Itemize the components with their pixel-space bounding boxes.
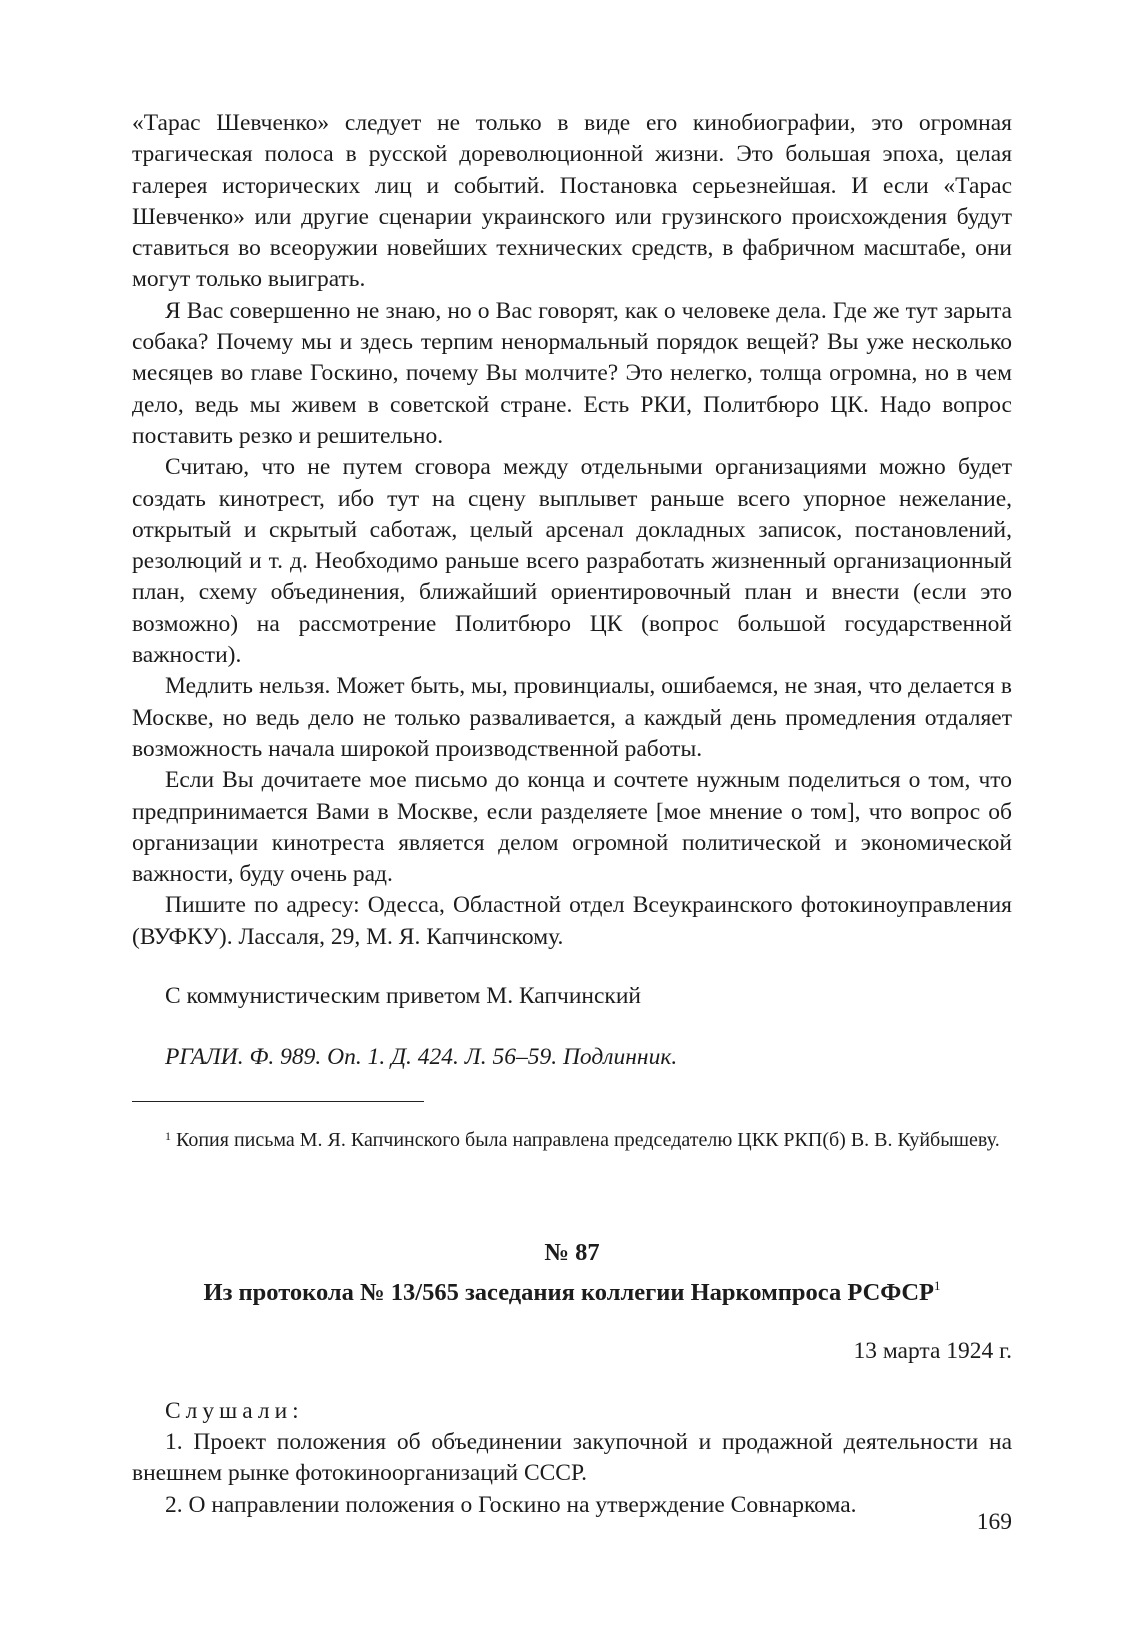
agenda-item: 2. О направлении положения о Госкино на утверждение Совнаркома. [165, 1491, 857, 1518]
document-title [132, 1269, 1012, 1309]
document-date: 13 марта 1924 г. [853, 1338, 1012, 1365]
page-number: 169 [976, 1509, 1012, 1535]
document-number: № 87 [544, 1239, 600, 1267]
footnote-mark: 1 [165, 1129, 171, 1144]
footnote [132, 1121, 1012, 1156]
letter-paragraph: Пишите по адресу: Одесса, Областной отдел Всеукраинского фотокиноуправления (ВУФКУ). Лассаля, 29, М. Я. Капчинскому. [132, 892, 1012, 950]
heard-label: Слушали: [165, 1398, 304, 1425]
footnote-divider [132, 1101, 424, 1102]
document-title-text: Из протокола № 13/565 заседания коллегии Наркомпроса РСФСР [203, 1279, 934, 1307]
letter-signature: С коммунистическим приветом М. Капчинский [165, 983, 641, 1010]
letter-paragraph: Я Вас совершенно не знаю, но о Вас говорят, как о человеке дела. Где же тут зарыта собака? Почему мы и здесь терпим ненормальный порядок вещей? Вы уже несколько месяцев во главе Госкино, почему Вы молчите? Это нелегко, толща огромна, но в чем дело, ведь мы живем в советской стране. Есть РКИ, Политбюро ЦК. Надо вопрос поставить резко и решительно. [132, 297, 1012, 449]
letter-paragraph: «Тарас Шевченко» следует не только в виде его кинобиографии, это огромная трагическая полоса в русской дореволюционной жизни. Это большая эпоха, целая галерея исторических лиц и событий. Постановка серьезнейшая. И если «Тарас Шевченко» или другие сценарии украинского или грузинского происхождения будут ставиться во всеоружии новейших технических средств, в фабричном масштабе, они могут только выиграть. [132, 110, 1012, 293]
letter-paragraph: Если Вы дочитаете мое письмо до конца и сочтете нужным поделиться о том, что предпринимается Вами в Москве, если разделяете [мое мнение о том], что вопрос об организации кинотреста является делом огромной политической и экономической важности, буду очень рад. [132, 767, 1012, 888]
document-title-footnote-mark: 1 [933, 1278, 941, 1294]
footnote-text: Копия письма М. Я. Капчинского была направлена председателю ЦКК РКП(б) В. В. Куйбышеву. [176, 1129, 1000, 1152]
archive-reference: РГАЛИ. Ф. 989. Оп. 1. Д. 424. Л. 56–59. Подлинник. [165, 1044, 678, 1071]
agenda-items [132, 1427, 1012, 1521]
letter-paragraph: Медлить нельзя. Может быть, мы, провинциалы, ошибаемся, не зная, что делается в Москве, но ведь дело не только разваливается, а каждый день промедления отдаляет возможность начала широкой производственной работы. [132, 673, 1012, 762]
letter-paragraph: Считаю, что не путем сговора между отдельными организациями можно будет создать кинотрест, ибо тут на сцену выплывет раньше всего упорное нежелание, открытый и скрытый саботаж, целый арсенал докладных записок, постановлений, резолюций и т. д. Необходимо раньше всего разработать жизненный организационный план, схему объединения, ближайший ориентировочный план и внести (если это возможно) на рассмотрение Политбюро ЦК (вопрос большой государственной важности). [132, 454, 1012, 669]
agenda-item: 1. Проект положения об объединении закупочной и продажной деятельности на внешнем рынке фотокиноорганизаций СССР. [132, 1429, 1012, 1487]
page-content [132, 108, 1012, 1521]
letter-body [132, 108, 1012, 953]
